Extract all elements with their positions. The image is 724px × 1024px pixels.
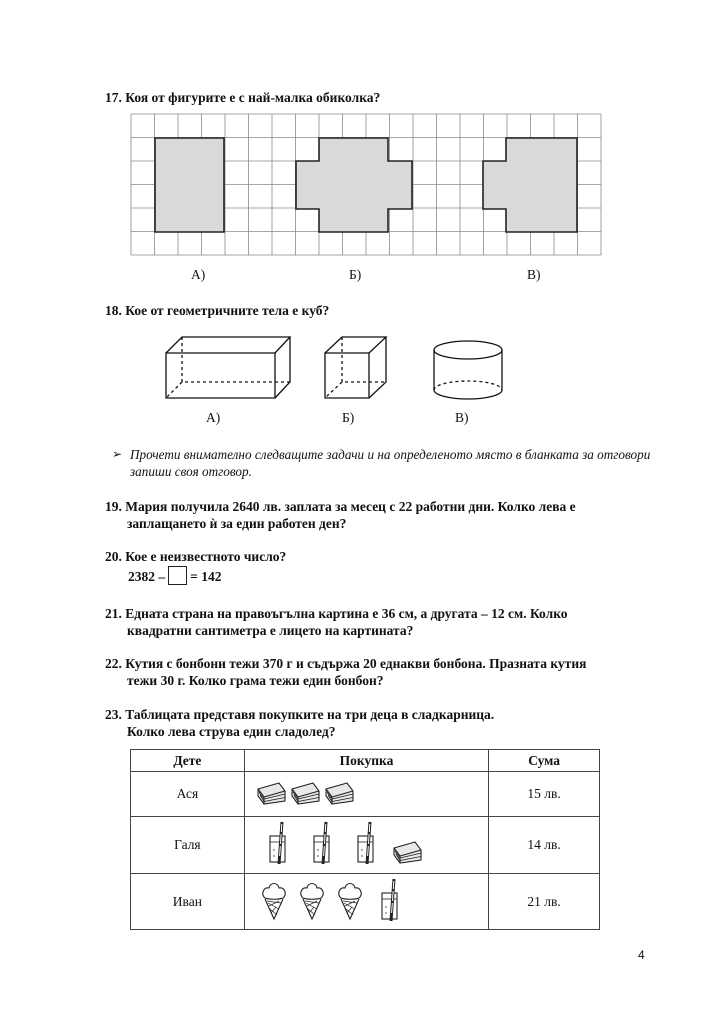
cube-icon — [325, 337, 386, 398]
header-purchase: Покупка — [244, 750, 488, 772]
purchase-table — [130, 749, 600, 930]
child-name: Галя — [131, 817, 245, 874]
equation-right: = 142 — [190, 569, 222, 584]
table-row — [131, 772, 600, 817]
instruction-text: Прочети внимателно следващите задачи и на определеното място в бланката за отговори запиши своя отговор. — [130, 447, 651, 479]
ice-cream-icon — [259, 879, 289, 923]
juice-glass-icon — [355, 820, 377, 866]
option-17-c: В) — [527, 267, 541, 282]
ice-cream-icon — [335, 879, 365, 923]
option-18-a: А) — [206, 410, 221, 425]
table-row — [131, 874, 600, 930]
cake-slice-icon — [323, 777, 357, 807]
question-21-number: 21. — [105, 606, 122, 621]
cuboid-icon — [166, 337, 290, 398]
question-23 — [105, 706, 494, 740]
question-21 — [105, 605, 568, 639]
table-header-row — [131, 750, 600, 772]
figure-a-rectangle — [155, 138, 224, 232]
question-20-number: 20. — [105, 549, 122, 564]
child-name: Ася — [131, 772, 245, 817]
question-22-number: 22. — [105, 656, 122, 671]
ice-cream-icon — [297, 879, 327, 923]
sum-value: 15 лв. — [489, 772, 600, 817]
solids — [0, 325, 724, 435]
question-18 — [105, 302, 329, 319]
instruction — [112, 446, 672, 480]
question-22-line2: тежи 30 г. Колко грама тежи един бонбон? — [127, 673, 384, 688]
question-19-number: 19. — [105, 499, 122, 514]
question-19-line1: Мария получила 2640 лв. заплата за месец с 22 работни дни. Колко лева е — [125, 499, 576, 514]
question-19 — [105, 498, 576, 532]
purchase-items — [244, 874, 488, 930]
cylinder-icon — [434, 341, 502, 399]
question-19-line2: заплащането ѝ за един работен ден? — [127, 516, 347, 531]
arrow-bullet-icon: ➢ — [112, 447, 123, 461]
juice-glass-icon — [379, 877, 401, 923]
figure-b-cross — [296, 138, 412, 232]
cake-slice-icon — [289, 777, 323, 807]
question-23-number: 23. — [105, 707, 122, 722]
answer-box — [168, 566, 187, 585]
header-child: Дете — [131, 750, 245, 772]
child-name: Иван — [131, 874, 245, 930]
option-18-b: Б) — [342, 410, 355, 425]
question-17-number: 17. — [105, 90, 122, 105]
equation-left: 2382 – — [128, 569, 166, 584]
question-23-line1: Таблицата представя покупките на три деца в сладкарница. — [125, 707, 495, 722]
purchase-items — [244, 772, 488, 817]
question-22-line1: Кутия с бонбони тежи 370 г и съдържа 20 еднакви бонбона. Празната кутия — [125, 656, 587, 671]
question-18-text: Кое от геометричните тела е куб? — [125, 303, 330, 318]
sum-value: 14 лв. — [489, 817, 600, 874]
question-22 — [105, 655, 586, 689]
question-21-line1: Едната страна на правоъгълна картина е 36 см, а другата – 12 см. Колко — [125, 606, 568, 621]
question-23-line2: Колко лева струва един сладолед? — [127, 724, 336, 739]
page-number: 4 — [638, 948, 645, 962]
question-20-text: Кое е неизвестното число? — [125, 549, 287, 564]
question-21-line2: квадратни сантиметра е лицето на картината? — [127, 623, 414, 638]
question-18-number: 18. — [105, 303, 122, 318]
option-17-a: А) — [191, 267, 206, 282]
cake-slice-icon — [391, 836, 425, 866]
option-18-c: В) — [455, 410, 469, 425]
grid-figures — [0, 0, 724, 260]
question-20 — [105, 548, 286, 565]
cake-slice-icon — [255, 777, 289, 807]
question-17-text: Коя от фигурите е с най-малка обиколка? — [125, 90, 381, 105]
juice-glass-icon — [267, 820, 289, 866]
table-row — [131, 817, 600, 874]
purchase-items — [244, 817, 488, 874]
sum-value: 21 лв. — [489, 874, 600, 930]
header-sum: Сума — [489, 750, 600, 772]
option-17-b: Б) — [349, 267, 362, 282]
juice-glass-icon — [311, 820, 333, 866]
equation — [128, 566, 221, 585]
figure-c-shape — [483, 138, 577, 232]
